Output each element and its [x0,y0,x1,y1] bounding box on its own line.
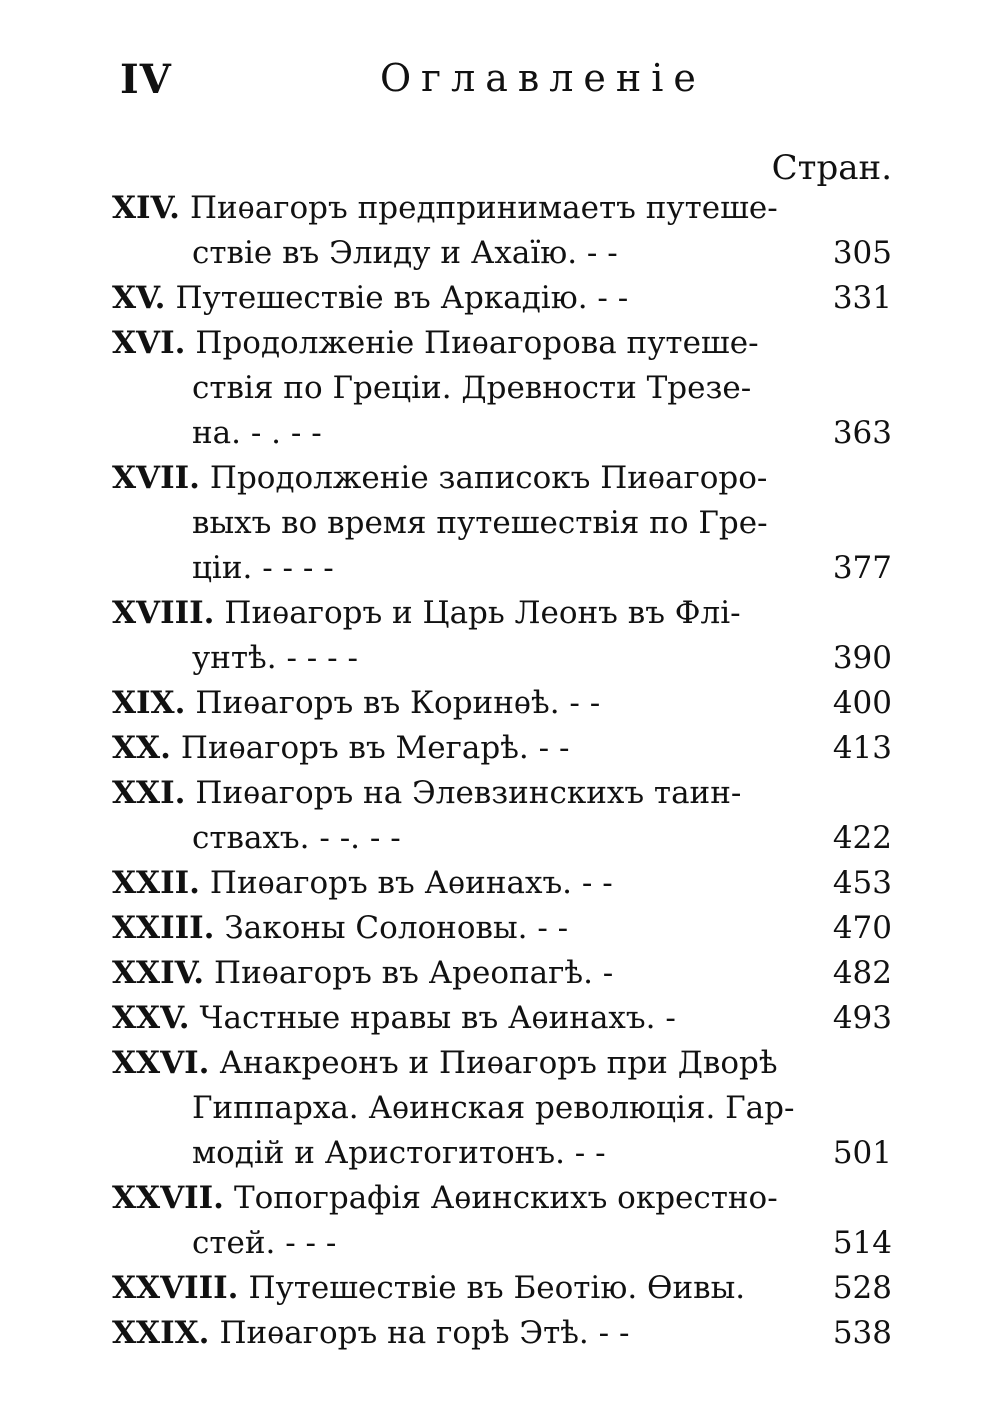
toc-line [112,276,892,321]
toc-line-text [192,546,334,591]
toc-line [112,816,892,861]
toc-line [112,861,892,906]
toc-line [112,951,892,996]
toc-line-text [192,501,768,546]
page-reference: 501 [832,1135,892,1171]
toc-line-text [112,771,741,816]
chapter-title: ціи. - - - - [192,550,334,586]
chapter-title: Пиѳагоръ въ Коринѳѣ. - - [195,685,601,721]
toc-line-text [112,186,778,231]
page-reference: 400 [832,685,892,721]
page-reference: 453 [832,865,892,901]
toc-line-text [192,816,401,861]
chapter-title: на. - . - - [192,415,322,451]
page-reference: 538 [832,1315,892,1351]
toc-line [112,186,892,231]
toc-line-text [112,996,676,1041]
toc-entry [112,1041,892,1176]
toc-line-text [192,366,751,411]
chapter-number: XXI. [112,775,186,811]
toc-entry [112,591,892,681]
toc-entry [112,996,892,1041]
toc-entry [112,1266,892,1311]
toc-line-text [112,906,568,951]
toc-line [112,681,892,726]
chapter-title: выхъ во время путешествія по Гре- [192,505,768,541]
toc-line-text [112,456,767,501]
toc-line [112,636,892,681]
chapter-title: Продолженіе записокъ Пиѳагоро- [209,460,768,496]
chapter-number: XXIII. [112,910,215,946]
toc-line [112,771,892,816]
toc-line-text [192,231,618,276]
chapter-title: Путешествіе въ Беотію. Ѳивы. [248,1270,746,1306]
chapter-title: Топографія Аѳинскихъ окрестно- [233,1180,778,1216]
toc-entry [112,456,892,591]
page-reference: 482 [832,955,892,991]
toc-line [112,726,892,771]
toc-line-text [112,321,759,366]
toc-line [112,1311,892,1356]
chapter-title: модій и Аристогитонъ. - - [192,1135,606,1171]
chapter-number: XXIV. [112,955,205,991]
toc-line-text [112,1311,629,1356]
chapter-title: Путешествіе въ Аркадію. - - [175,280,629,316]
toc-line [112,546,892,591]
table-of-contents [112,186,892,1356]
toc-line [112,1131,892,1176]
toc-line-text [112,1176,778,1221]
chapter-number: XXIX. [112,1315,210,1351]
chapter-number: XXVII. [112,1180,224,1216]
toc-line-text [112,861,613,906]
chapter-title: Законы Солоновы. - - [224,910,569,946]
chapter-title: Пиѳагоръ въ Мегарѣ. - - [180,730,570,766]
chapter-number: XVI. [112,325,186,361]
toc-line [112,591,892,636]
toc-entry [112,681,892,726]
toc-entry [112,726,892,771]
chapter-title: Пиѳагоръ предпринимаетъ путеше- [189,190,778,226]
chapter-title: Пиѳагоръ и Царь Леонъ въ Флі- [224,595,741,631]
toc-line-text [112,1266,745,1311]
chapter-title: Анакреонъ и Пиѳагоръ при Дворѣ [219,1045,778,1081]
chapter-title: Пиѳагоръ на горѣ Этѣ. - - [219,1315,630,1351]
chapter-number: XXVIII. [112,1270,239,1306]
chapter-number: XVII. [112,460,200,496]
page-reference: 470 [832,910,892,946]
toc-line-text [192,636,358,681]
page-reference: 363 [832,415,892,451]
page-reference: 422 [832,820,892,856]
toc-line [112,366,892,411]
toc-line-text [112,276,628,321]
chapter-title: ствахъ. - -. - - [192,820,401,856]
chapter-title: Продолженіе Пиѳагорова путеше- [195,325,759,361]
toc-line [112,411,892,456]
toc-entry [112,186,892,276]
toc-line-text [112,681,600,726]
chapter-number: XXII. [112,865,200,901]
toc-line-text [192,411,322,456]
toc-entry [112,906,892,951]
toc-entry [112,276,892,321]
chapter-title: ствія по Греціи. Древности Трезе- [192,370,752,406]
page-title: Оглавленіе [380,56,706,100]
page-reference: 331 [832,280,892,316]
chapter-number: XIX. [112,685,186,721]
chapter-title: Пиѳагоръ въ Аѳинахъ. - - [209,865,613,901]
page-reference: 514 [832,1225,892,1261]
toc-line-text [192,1086,795,1131]
chapter-title: Гиппарха. Аѳинская революція. Гар- [192,1090,795,1126]
chapter-title: стей. - - - [192,1225,337,1261]
chapter-title: ствіе въ Элиду и Ахаїю. - - [192,235,618,271]
toc-entry [112,771,892,861]
page-reference: 390 [832,640,892,676]
chapter-number: XX. [112,730,171,766]
toc-line [112,906,892,951]
page-reference: 305 [832,235,892,271]
toc-line-text [192,1131,606,1176]
chapter-title: унтѣ. - - - - [192,640,358,676]
toc-line [112,456,892,501]
chapter-number: XIV. [112,190,180,226]
toc-line-text [112,591,741,636]
page-reference: 413 [832,730,892,766]
toc-line [112,321,892,366]
toc-entry [112,1311,892,1356]
toc-line [112,1176,892,1221]
toc-line [112,231,892,276]
toc-line [112,1221,892,1266]
page-reference: 493 [832,1000,892,1036]
toc-entry [112,951,892,996]
toc-line [112,501,892,546]
page-reference: 377 [832,550,892,586]
toc-line [112,996,892,1041]
toc-line-text [112,726,569,771]
chapter-number: XXV. [112,1000,190,1036]
toc-entry [112,321,892,456]
page-column-label: Стран. [771,148,892,188]
toc-entry [112,1176,892,1266]
chapter-number: XV. [112,280,166,316]
page-number: IV [120,56,172,103]
chapter-number: XVIII. [112,595,215,631]
chapter-title: Пиѳагоръ на Элевзинскихъ таин- [195,775,742,811]
chapter-number: XXVI. [112,1045,210,1081]
toc-line [112,1086,892,1131]
chapter-title: Пиѳагоръ въ Ареопагѣ. - [214,955,614,991]
toc-line [112,1266,892,1311]
chapter-title: Частные нравы въ Аѳинахъ. - [199,1000,676,1036]
toc-line-text [112,951,613,996]
toc-line-text [192,1221,336,1266]
toc-line-text [112,1041,778,1086]
toc-line [112,1041,892,1086]
toc-entry [112,861,892,906]
page-reference: 528 [832,1270,892,1306]
page-header [0,56,1000,116]
